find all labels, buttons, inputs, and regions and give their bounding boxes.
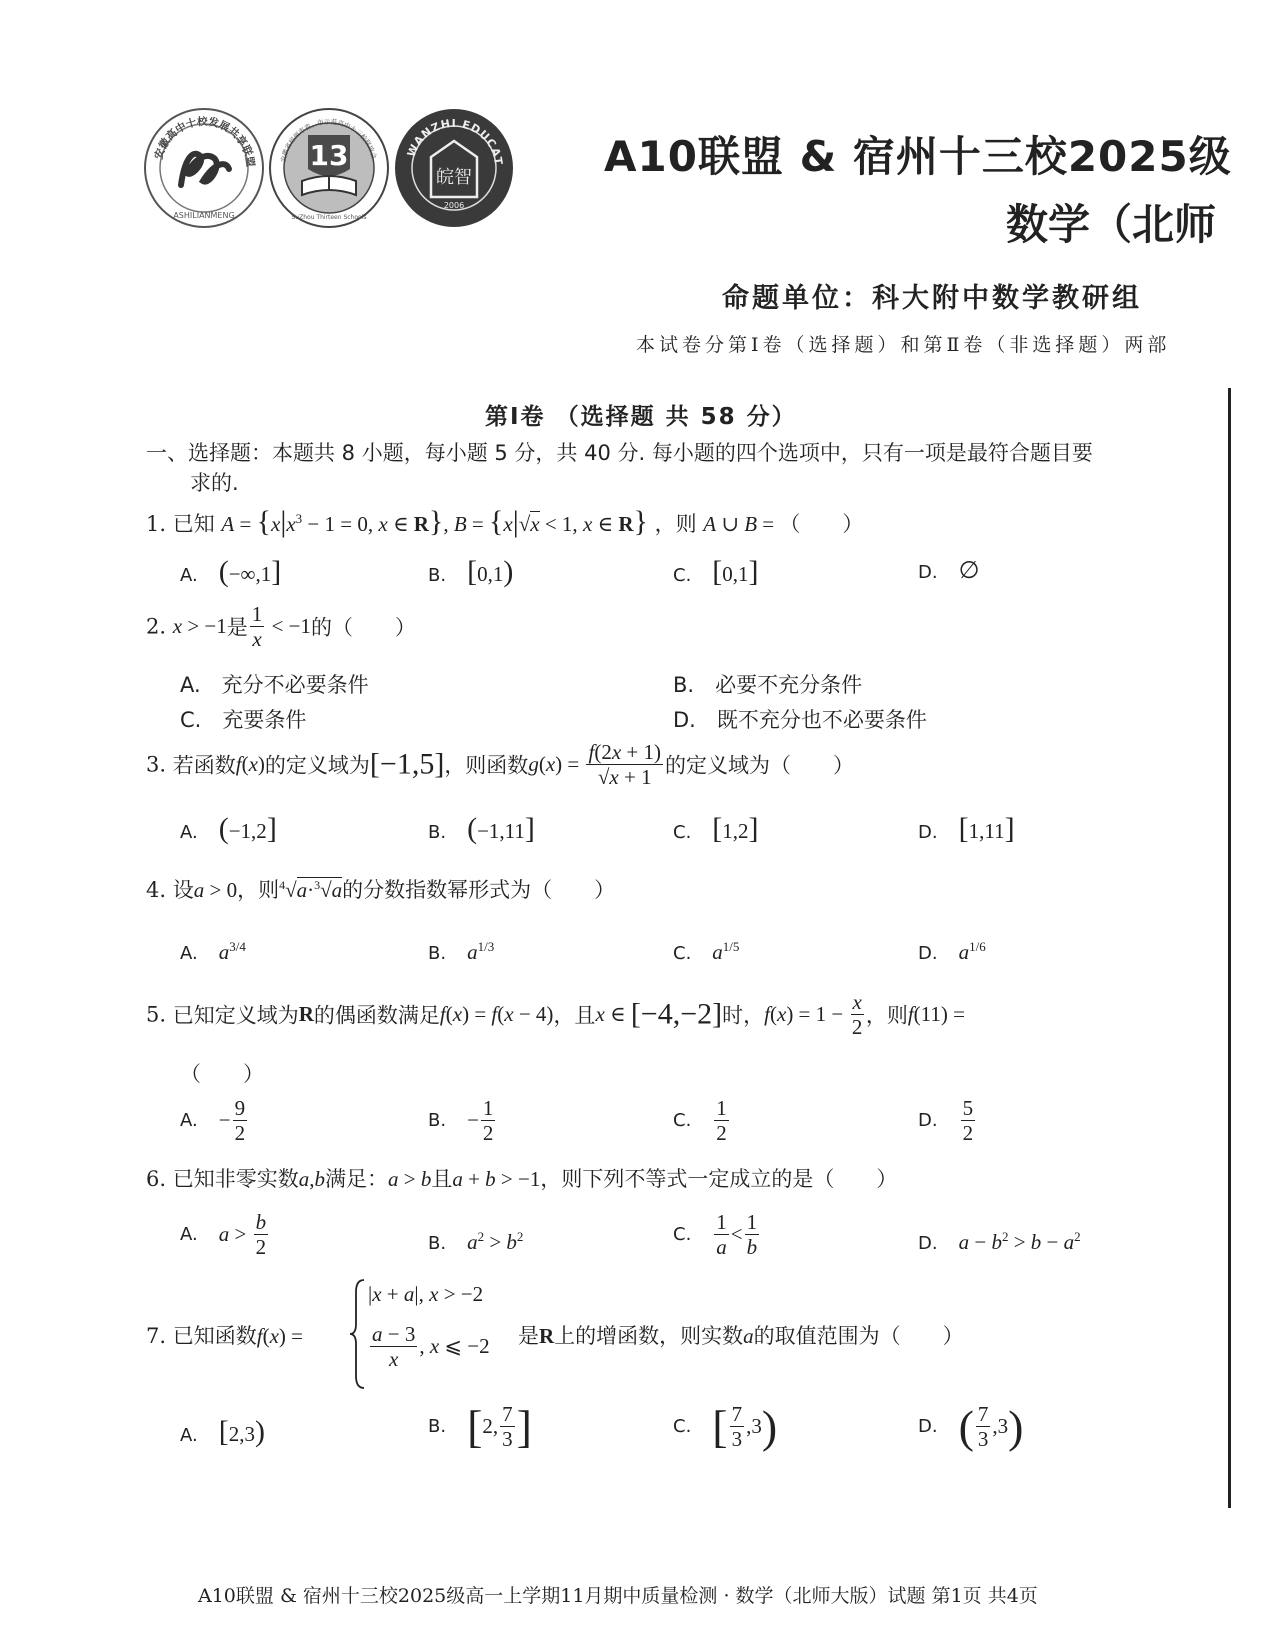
question-number: 3. (146, 752, 167, 777)
logo-alliance (143, 107, 265, 229)
question-5: 5. 已知定义域为R的偶函数满足f(x) = f(x − 4)，且x ∈ [−4,−2]时，f(x) = 1 − $\frac{x}{2}$ ，则f(11) = (146, 990, 965, 1040)
question-7-cont: 是R上的增函数，则实数a的取值范围为（ ） (518, 1324, 964, 1348)
logo1-bottom-text: ASHILIANMENG (173, 211, 235, 220)
logo2-arc-text: 安徽省宿州市省、市示范高中十三校联谊会 (279, 117, 378, 163)
question-text: 已知函数 (172, 1324, 257, 1348)
question-text: 且 (431, 1167, 453, 1191)
question-1: 1. 已知 $A = \{x|x^3 - 1 = 0$, x ∈ R}, B = {x|√x < 1, x ∈ R} ，则 A ∪ B = （ ） (146, 505, 864, 538)
q4-option-a[interactable]: A. $a^{3/4}$ (180, 939, 246, 964)
logo3-year: 2006 (443, 201, 465, 210)
logo1-arc-text: 安徽高中十校发展共享联盟 (152, 115, 257, 168)
answer-blank: （ ） (779, 512, 864, 536)
question-text: 满足： (324, 1167, 388, 1191)
logo2-number: 13 (309, 139, 349, 172)
question-number: 5. (146, 1002, 167, 1027)
question-text: 的偶函数满足 (313, 1003, 440, 1028)
question-number: 1. (146, 512, 167, 536)
question-text: 是 (226, 615, 248, 640)
q4-option-d[interactable]: D. $a^{1/6}$ (918, 939, 986, 964)
exam-title: A10联盟 & 宿州十三校2025级 (604, 132, 1232, 181)
question-text: 已知定义域为 (172, 1003, 299, 1028)
q1-option-d[interactable]: D. ∅ (918, 558, 980, 584)
logo-wanzhi-education (393, 107, 515, 229)
question-text: 上的增函数，则实数 (554, 1324, 744, 1348)
q4-option-b[interactable]: B. $a^{1/3}$ (428, 939, 495, 964)
q7-case-2: $\frac{a - 3}{x}$ , x ⩽ −2 (372, 1322, 490, 1372)
question-text: ，则 (865, 1003, 908, 1028)
q6-option-d[interactable]: D. $a - b^2 > b - a^2$ (918, 1229, 1081, 1254)
section-instruction-cont: 求的. (190, 471, 239, 495)
question-text: ，则 (654, 512, 697, 536)
logo3-center-text: 皖智 (436, 167, 472, 188)
question-6: 6. 已知非零实数a,b满足：a > b且a + b > −1，则下列不等式一定成立的是（ ） (146, 1167, 898, 1191)
right-margin-line (1228, 388, 1231, 1508)
logo-thirteen-schools (268, 107, 390, 229)
question-text: 是 (518, 1324, 539, 1348)
question-number: 7. (146, 1324, 167, 1348)
paper-structure-note: 本试卷分第Ⅰ卷（选择题）和第Ⅱ卷（非选择题）两部 (636, 334, 1171, 356)
question-text: 的定义域为（ ） (665, 753, 854, 778)
question-number: 4. (146, 878, 167, 902)
question-2: 2. x > −1是 $\frac{1}{x}$ < −1的（ ） (146, 602, 416, 652)
question-text: 已知 (172, 512, 215, 536)
answer-blank: （ ） (180, 1062, 264, 1086)
question-3: 3. 若函数f(x)的定义域为[−1,5]，则函数g(x) = $\frac{f(2x + 1)}{√x + 1}$ 的定义域为（ ） (146, 740, 854, 790)
question-4: 4. 设a > 0，则$^4$√a·$^3$√a的分数指数幂形式为（ ） (146, 878, 616, 902)
q7-case-1: |x + a|, x > −2 (368, 1282, 484, 1306)
q2-option-a[interactable]: A. 充分不必要条件 (180, 673, 369, 697)
question-text: 的定义域为 (264, 753, 370, 778)
question-text: 的取值范围为（ ） (753, 1324, 964, 1348)
q5-option-b[interactable]: B. − $\frac{1}{2}$ (428, 1096, 494, 1146)
q6-option-b[interactable]: B. $a^2 > b^2$ (428, 1229, 524, 1254)
question-text: 已知非零实数 (172, 1167, 299, 1191)
q3-option-a[interactable]: A. (−1,2] (180, 812, 277, 845)
q3-option-b[interactable]: B. (−1,11] (428, 812, 535, 845)
question-text: 若函数 (172, 753, 236, 778)
question-7: 7. 已知函数f(x) = (146, 1324, 303, 1348)
q6-option-c[interactable]: C. $\frac{1}{a}$ < $\frac{1}{b}$ (673, 1210, 758, 1260)
exam-subtitle: 数学（北师 (1006, 200, 1217, 249)
q7-option-a[interactable]: A. [2,3) (180, 1415, 265, 1448)
q7-option-c[interactable]: C. [ $\frac{7}{3}$ ,3) (673, 1401, 778, 1452)
q4-option-c[interactable]: C. $a^{1/5}$ (673, 939, 740, 964)
q2-option-b[interactable]: B. 必要不充分条件 (673, 673, 863, 697)
logo2-bottom-text: SuZhou Thirteen Schools (291, 214, 367, 221)
q2-option-d[interactable]: D. 既不充分也不必要条件 (673, 708, 927, 732)
q3-option-d[interactable]: D. [1,11] (918, 812, 1015, 845)
question-text: ，则下列不等式一定成立的是（ ） (540, 1167, 898, 1191)
question-text: 的（ ） (310, 615, 416, 640)
q1-option-b[interactable]: B. [0,1) (428, 555, 514, 588)
section-instruction: 一、选择题：本题共 8 小题，每小题 5 分，共 40 分. 每小题的四个选项中，只有一项是最符合题目要 (146, 441, 1093, 465)
question-text: ，则函数 (444, 753, 529, 778)
section-heading: 第Ⅰ卷 （选择题 共 58 分） (485, 404, 797, 430)
question-setter-unit: 命题单位：科大附中数学教研组 (722, 283, 1142, 314)
question-text: ，则 (237, 878, 280, 902)
q7-piecewise-brace (348, 1278, 366, 1394)
q5-option-d[interactable]: D. $\frac{5}{2}$ (918, 1096, 974, 1146)
q5-option-a[interactable]: A. − $\frac{9}{2}$ (180, 1096, 246, 1146)
logo3-arc-text: WANZHI EDUCAT (404, 116, 506, 167)
question-text: 设 (172, 878, 194, 902)
question-number: 2. (146, 614, 167, 639)
q7-option-b[interactable]: B. [2, $\frac{7}{3}$ ] (428, 1401, 532, 1452)
q3-option-c[interactable]: C. [1,2] (673, 812, 759, 845)
page-footer: A10联盟 & 宿州十三校2025级高一上学期11月期中质量检测 · 数学（北师大版）试题 第1页 共4页 (198, 1585, 1038, 1607)
q7-option-d[interactable]: D. ( $\frac{7}{3}$ ,3) (918, 1401, 1024, 1452)
question-text: ，且 (553, 1003, 596, 1028)
q6-option-a[interactable]: A. a > $\frac{b}{2}$ (180, 1210, 267, 1260)
q1-option-c[interactable]: C. [0,1] (673, 555, 759, 588)
question-text: 的分数指数幂形式为（ ） (342, 878, 616, 902)
question-text: 时， (722, 1003, 765, 1028)
q1-option-a[interactable]: A. (−∞,1] (180, 555, 282, 588)
q5-option-c[interactable]: C. $\frac{1}{2}$ (673, 1096, 727, 1146)
q2-option-c[interactable]: C. 充要条件 (180, 708, 307, 732)
question-number: 6. (146, 1167, 167, 1191)
